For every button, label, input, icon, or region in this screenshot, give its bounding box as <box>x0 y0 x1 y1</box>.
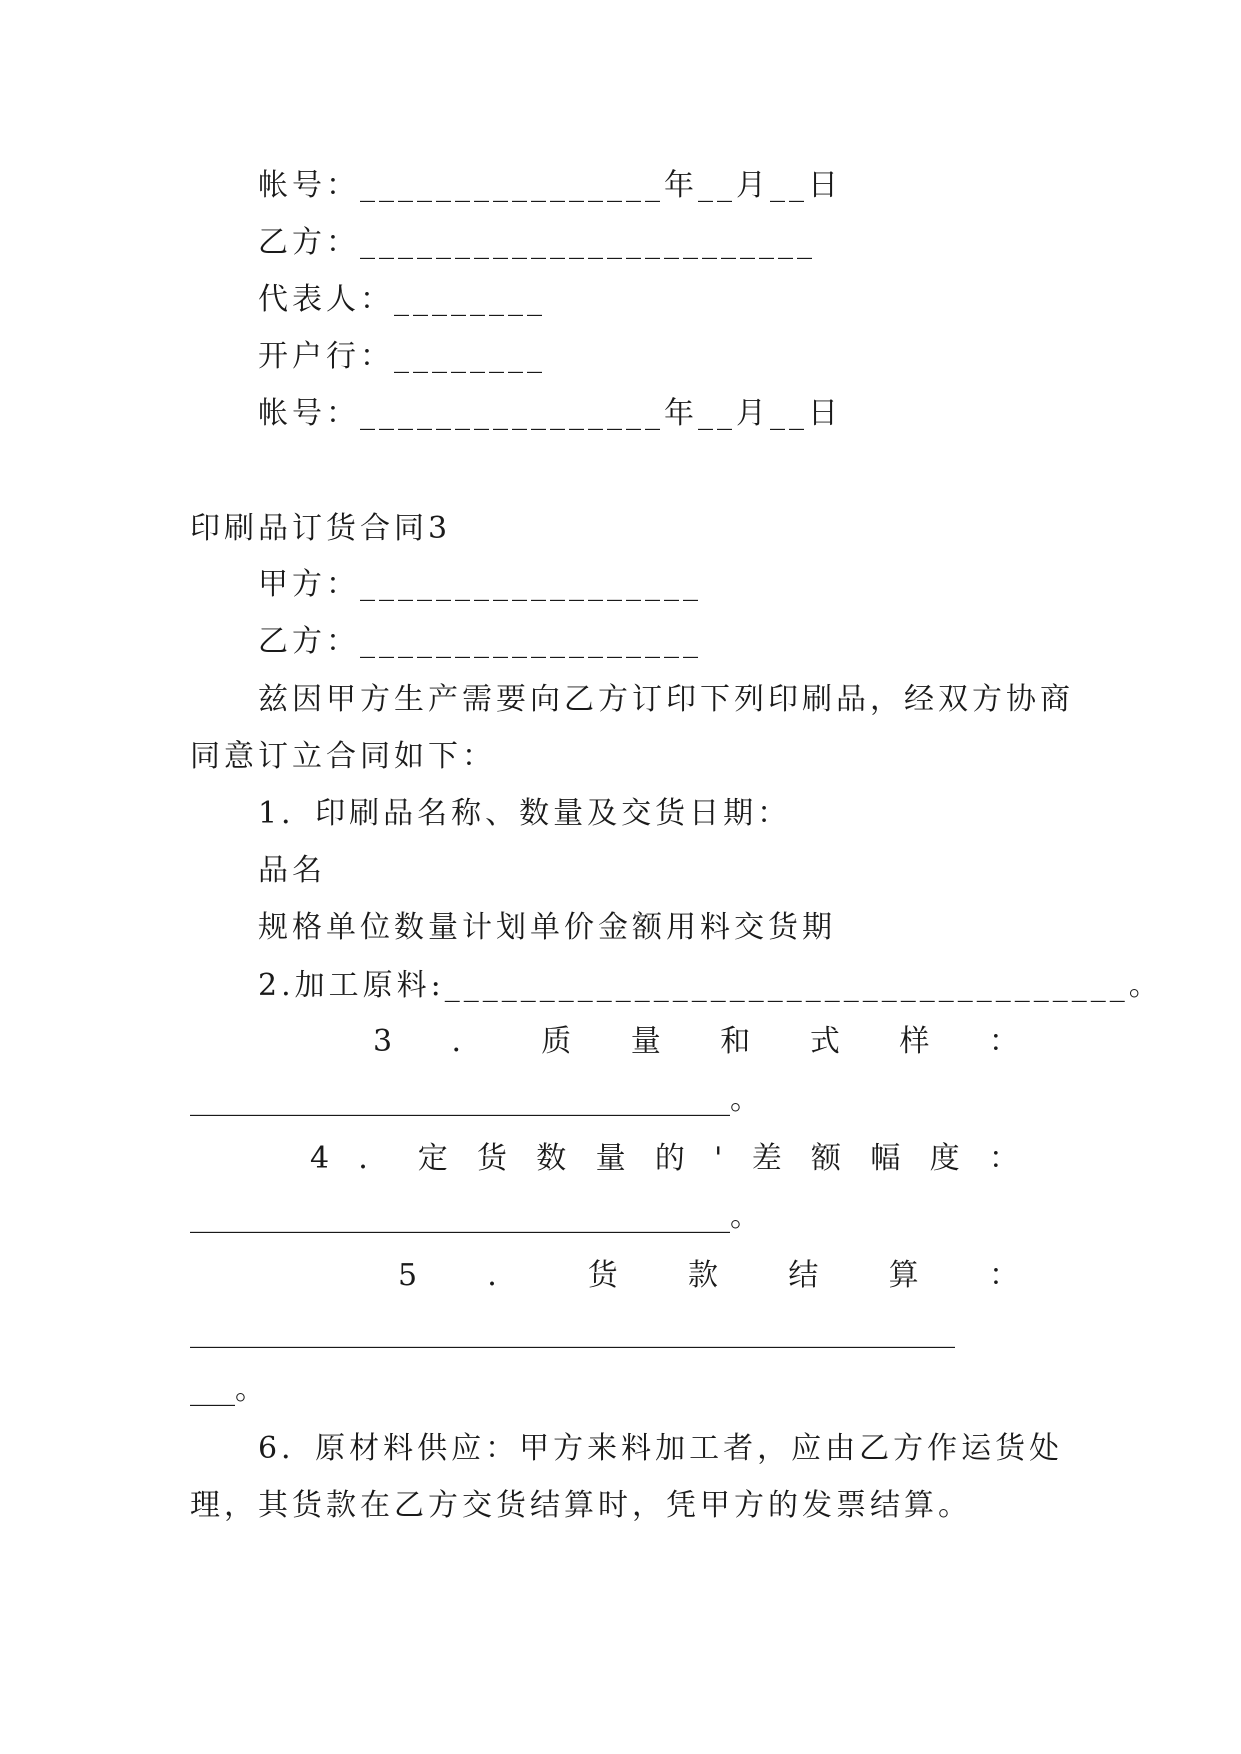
item-5-char: 货 <box>587 1258 622 1293</box>
item-3-char: 量 <box>630 1024 665 1059</box>
item-5-char: 5 <box>398 1258 422 1293</box>
intro-paragraph-line-1: 兹因甲方生产需要向乙方订印下列印刷品，经双方协商 <box>258 682 1074 717</box>
item-3-char: ： <box>988 1024 1023 1059</box>
item-3-char: ． <box>451 1024 486 1059</box>
item-4-char: 差 <box>751 1141 786 1176</box>
item-4-char: 度 <box>929 1141 964 1176</box>
item-4-blank: ____________________________________。 <box>190 1199 760 1234</box>
item-3-char: 式 <box>809 1024 844 1059</box>
item-5-char: 算 <box>888 1258 923 1293</box>
item-5-char: ． <box>487 1258 522 1293</box>
item-1-column-name: 品名 <box>258 853 326 888</box>
item-4-char: 货 <box>476 1141 511 1176</box>
signature-b-representative-line: 代表人：________ <box>258 282 546 317</box>
item-4-heading <box>310 1139 1023 1179</box>
item-4-char: ： <box>988 1141 1023 1176</box>
item-1-heading: 1．印刷品名称、数量及交货日期： <box>258 796 792 831</box>
party-a-line: 甲方：__________________ <box>258 567 702 602</box>
contract-title: 印刷品订货合同3 <box>190 511 452 546</box>
signature-a-account-line: 帐号：________________年__月__日 <box>258 168 842 203</box>
item-5-char: 结 <box>788 1258 823 1293</box>
item-4-char: 额 <box>811 1141 846 1176</box>
signature-b-party-line: 乙方：________________________ <box>258 225 816 260</box>
item-4-char: 定 <box>417 1141 452 1176</box>
item-4-char: 的 <box>654 1141 689 1176</box>
intro-paragraph-line-2: 同意订立合同如下： <box>190 739 496 774</box>
item-4-char: ' <box>714 1141 727 1176</box>
item-4-char: 数 <box>536 1141 571 1176</box>
item-3-char: 质 <box>541 1024 576 1059</box>
item-6-line-2: 理，其货款在乙方交货结算时，凭甲方的发票结算。 <box>190 1488 972 1523</box>
party-b-line: 乙方：__________________ <box>258 624 702 659</box>
signature-b-account-line: 帐号：________________年__月__日 <box>258 396 842 431</box>
item-5-blank-line-1: ___________________________________________________ <box>190 1314 955 1349</box>
item-5-char: ： <box>988 1258 1023 1293</box>
item-2-line: 2.加工原料:____________________________________。 <box>258 968 1163 1003</box>
item-3-blank: ____________________________________。 <box>190 1082 760 1117</box>
item-5-heading <box>398 1256 1023 1296</box>
item-3-heading <box>373 1022 1023 1062</box>
item-4-char: 量 <box>595 1141 630 1176</box>
item-4-char: ． <box>358 1141 393 1176</box>
item-4-char: 幅 <box>870 1141 905 1176</box>
item-6-line-1: 6．原材料供应：甲方来料加工者，应由乙方作运货处 <box>258 1431 1064 1466</box>
item-3-char: 样 <box>899 1024 934 1059</box>
item-3-char: 和 <box>720 1024 755 1059</box>
item-5-char: 款 <box>688 1258 723 1293</box>
item-4-char: 4 <box>310 1141 334 1176</box>
signature-b-bank-line: 开户行：________ <box>258 339 546 374</box>
item-3-char: 3 <box>373 1024 397 1059</box>
item-5-blank-line-2: ___。 <box>190 1372 265 1407</box>
item-1-columns: 规格单位数量计划单价金额用料交货期 <box>258 910 836 945</box>
